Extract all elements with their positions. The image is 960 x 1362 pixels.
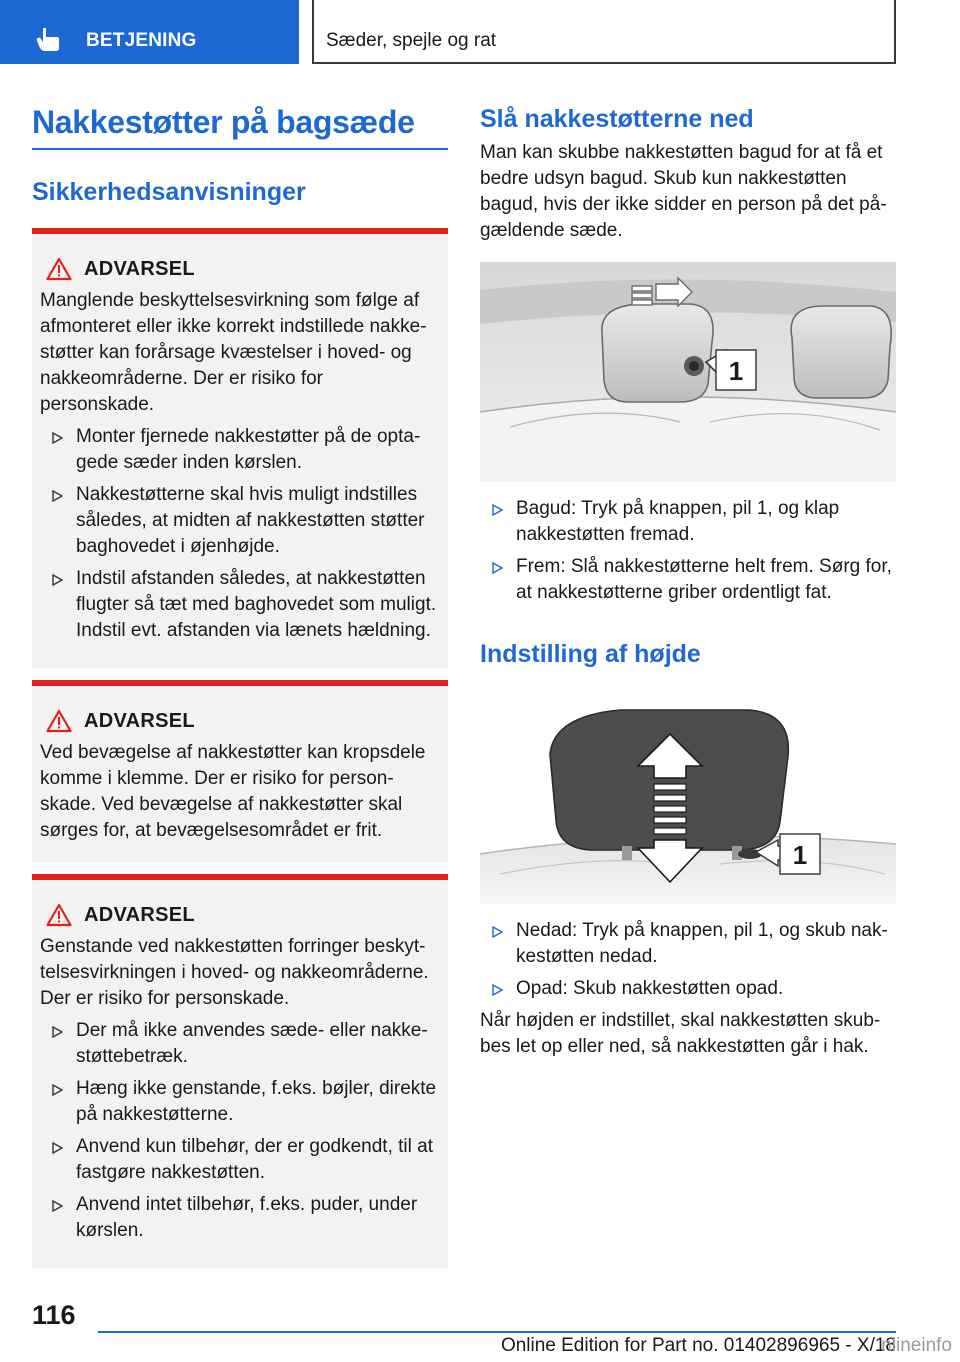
warning-triangle-icon bbox=[46, 903, 72, 927]
warning-label: ADVARSEL bbox=[84, 903, 195, 926]
list-item: Nakkestøtterne skal hvis muligt indstilles således, at midten af nakkestøtten støtter baghovedet i øjenhøjde. bbox=[40, 482, 440, 560]
list-item: Anvend intet tilbehør, f.eks. puder, under kørslen. bbox=[40, 1192, 440, 1244]
figure-rear-headrest-fold bbox=[480, 262, 896, 482]
chapter-tab[interactable] bbox=[0, 0, 299, 64]
height-note: Når højden er indstillet, skal nakkestøtten skubbes let op eller ned, så nakkestøtten går i hak. bbox=[480, 1010, 881, 1057]
section-title-fold-down: Slå nakkestøtterne ned bbox=[480, 105, 754, 133]
bullet-arrow-icon bbox=[492, 504, 503, 516]
warning-triangle-icon bbox=[46, 257, 72, 281]
bullet-arrow-icon bbox=[52, 1084, 63, 1096]
footer-divider bbox=[98, 1331, 896, 1333]
section-header-title: Sæder, spejle og rat bbox=[326, 30, 497, 51]
warning-list bbox=[40, 424, 440, 644]
callout-number: 1 bbox=[792, 840, 808, 870]
figure-height-adjust bbox=[480, 704, 896, 904]
rear-headrest-illustration bbox=[480, 262, 896, 482]
right-column bbox=[480, 100, 896, 1060]
list-item: Indstil afstanden således, at nakkestøtten flugter så tæt med baghovedet som muligt. Indstil evt. afstanden via lænets hældning. bbox=[40, 566, 440, 644]
warning-list bbox=[40, 1018, 440, 1244]
height-adjust-illustration bbox=[480, 704, 896, 904]
warning-text: Manglende beskyttelsesvirkning som følge af afmonteret eller ikke korrekt indstillede nakkestøtter kan forårsage kvæstelser i hoved- og nakkeområderne. Der er risiko for personskade. bbox=[40, 290, 427, 415]
warning-text: Ved bevægelse af nakkestøtter kan kropsdele komme i klemme. Der er risiko for personskade. Ved bevægelse af nakkestøtter skal sørges for, at bevægelsesområdet er frit. bbox=[40, 742, 426, 841]
warning-text: Genstande ved nakkestøtten forringer beskyttelsesvirkningen i hoved- og nakkeområderne. Der er risiko for personskade. bbox=[40, 936, 429, 1009]
footer-edition: Online Edition for Part no. 01402896965 - X/18 bbox=[500, 1335, 896, 1356]
warning-header bbox=[40, 706, 440, 736]
warning-header bbox=[40, 900, 440, 930]
list-item: Hæng ikke genstande, f.eks. bøjler, direkte på nakkestøtterne. bbox=[40, 1076, 440, 1128]
bullet-arrow-icon bbox=[52, 432, 63, 444]
bullet-arrow-icon bbox=[52, 1200, 63, 1212]
hand-pointer-icon bbox=[36, 26, 60, 52]
bullet-arrow-icon bbox=[492, 926, 503, 938]
height-list bbox=[480, 918, 896, 1002]
fold-down-list bbox=[480, 496, 896, 606]
list-item: Frem: Slå nakkestøtterne helt frem. Sørg for, at nakkestøtterne griber ordentligt fat. bbox=[480, 554, 896, 606]
page-title: Nakkestøtter på bagsæde bbox=[32, 100, 448, 150]
bullet-arrow-icon bbox=[52, 1026, 63, 1038]
section-title-safety: Sikkerhedsanvisninger bbox=[32, 178, 306, 206]
list-item: Bagud: Tryk på knappen, pil 1, og klap nakkestøtten fremad. bbox=[480, 496, 896, 548]
page-number: 116 bbox=[32, 1300, 76, 1330]
warning-box-1 bbox=[32, 228, 448, 668]
warning-header bbox=[40, 254, 440, 284]
list-item: Monter fjernede nakkestøtter på de optagede sæder inden kørslen. bbox=[40, 424, 440, 476]
warning-box-3 bbox=[32, 874, 448, 1268]
left-column bbox=[32, 100, 448, 1268]
chapter-tab-label: BETJENING bbox=[86, 30, 197, 51]
warning-label: ADVARSEL bbox=[84, 257, 195, 280]
section-title-height: Indstilling af højde bbox=[480, 640, 701, 668]
warning-triangle-icon bbox=[46, 709, 72, 733]
list-item: Anvend kun tilbehør, der er godkendt, til at fastgøre nakkestøtten. bbox=[40, 1134, 440, 1186]
warning-label: ADVARSEL bbox=[84, 709, 195, 732]
fold-down-intro: Man kan skubbe nakkestøtten bagud for at få et bedre udsyn bagud. Skub kun nakkestøtten bagud, hvis der ikke sidder en person på det pågældende sæde. bbox=[480, 142, 887, 241]
callout-number: 1 bbox=[728, 356, 744, 386]
warning-box-2 bbox=[32, 680, 448, 862]
list-item: Opad: Skub nakkestøtten opad. bbox=[480, 976, 896, 1002]
watermark: nlineinfo bbox=[881, 1335, 952, 1356]
bullet-arrow-icon bbox=[492, 562, 503, 574]
list-item: Der må ikke anvendes sæde- eller nakkestøttebetræk. bbox=[40, 1018, 440, 1070]
bullet-arrow-icon bbox=[52, 574, 63, 586]
bullet-arrow-icon bbox=[52, 1142, 63, 1154]
bullet-arrow-icon bbox=[52, 490, 63, 502]
bullet-arrow-icon bbox=[492, 984, 503, 996]
list-item: Nedad: Tryk på knappen, pil 1, og skub nakkestøtten nedad. bbox=[480, 918, 896, 970]
section-header bbox=[312, 0, 896, 64]
